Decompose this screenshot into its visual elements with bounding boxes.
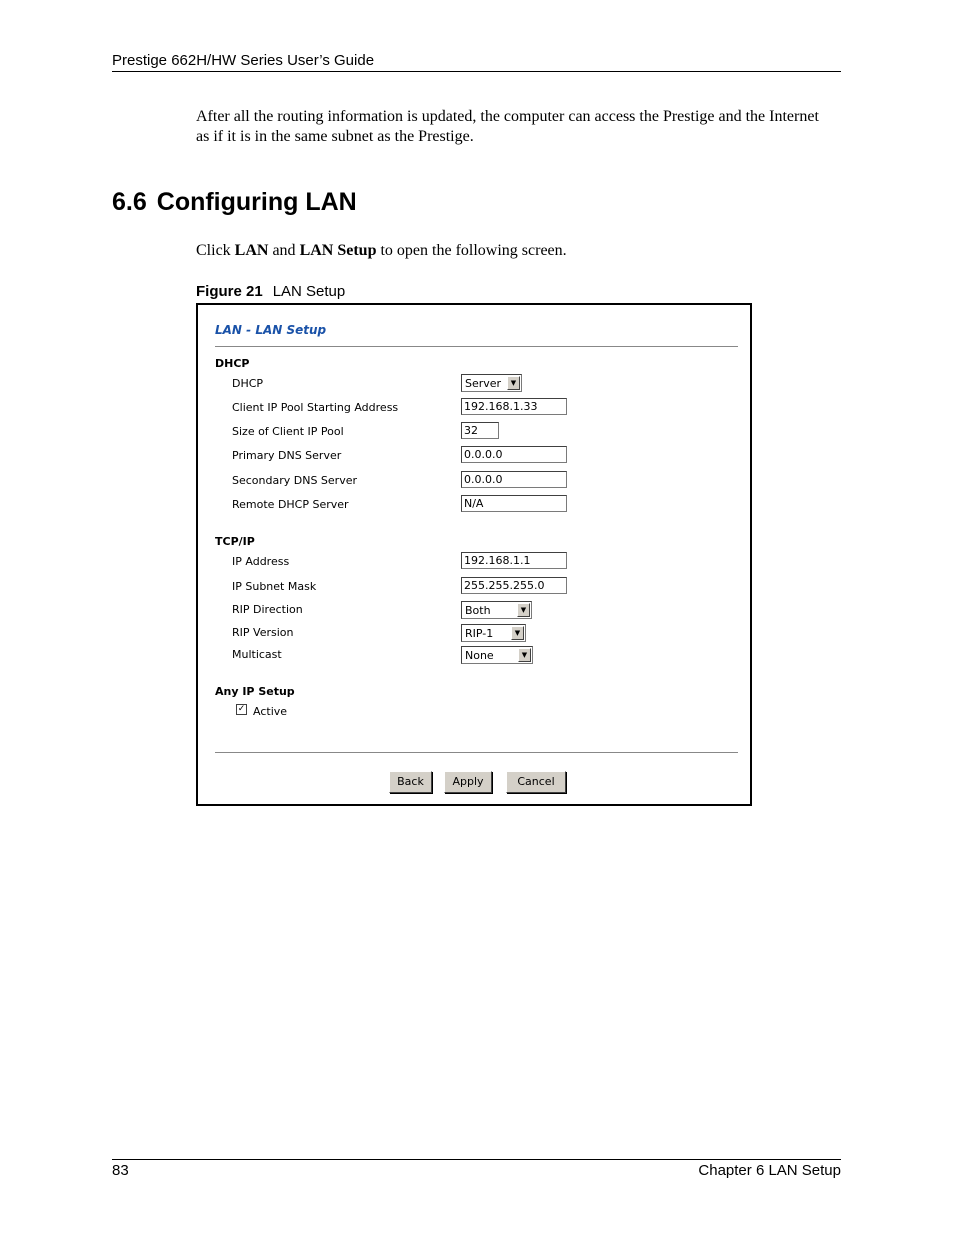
instruction-prefix: Click <box>196 242 235 259</box>
lan-setup-screenshot <box>196 303 752 806</box>
rip-version-label: RIP Version <box>232 626 294 639</box>
title-rule <box>215 346 738 347</box>
subnet-mask-input[interactable]: 255.255.255.0 <box>461 577 567 594</box>
rip-direction-label: RIP Direction <box>232 603 303 616</box>
tcpip-heading: TCP/IP <box>215 535 255 548</box>
cancel-button[interactable]: Cancel <box>506 771 566 793</box>
dropdown-arrow-icon[interactable]: ▼ <box>518 648 531 662</box>
dropdown-arrow-icon[interactable]: ▼ <box>511 626 524 640</box>
instruction-lan: LAN <box>234 242 269 259</box>
pool-size-input[interactable]: 32 <box>461 422 499 439</box>
dropdown-arrow-icon[interactable]: ▼ <box>507 376 520 390</box>
pool-start-label: Client IP Pool Starting Address <box>232 401 399 414</box>
remote-dhcp-input[interactable]: N/A <box>461 495 567 512</box>
pool-size-label: Size of Client IP Pool <box>232 425 344 438</box>
chapter-label: Chapter 6 LAN Setup <box>698 1162 841 1179</box>
header-rule <box>112 71 841 72</box>
checkmark-icon: ✓ <box>237 704 246 714</box>
section-title: Configuring LAN <box>156 188 357 216</box>
instruction-suffix: to open the following screen. <box>376 242 567 259</box>
footer-rule-screen <box>215 752 738 753</box>
secondary-dns-label: Secondary DNS Server <box>232 474 358 487</box>
section-heading <box>112 188 357 217</box>
instruction-lan-setup: LAN Setup <box>299 242 377 259</box>
instruction-text <box>196 242 567 260</box>
dhcp-mode-value: Server <box>465 377 502 390</box>
dhcp-mode-label: DHCP <box>232 377 264 390</box>
figure-label: Figure 21 <box>196 283 263 300</box>
secondary-dns-input[interactable]: 0.0.0.0 <box>461 471 567 488</box>
pool-start-input[interactable]: 192.168.1.33 <box>461 398 567 415</box>
figure-caption <box>196 283 345 300</box>
remote-dhcp-label: Remote DHCP Server <box>232 498 349 511</box>
active-label: Active <box>253 705 288 718</box>
intro-paragraph: After all the routing information is updated, the computer can access the Prestige and the Internet as if it is in the same subnet as the Prestige. <box>196 108 819 145</box>
dropdown-arrow-icon[interactable]: ▼ <box>517 603 530 617</box>
dhcp-mode-select[interactable] <box>461 374 522 392</box>
multicast-label: Multicast <box>232 648 282 661</box>
active-checkbox[interactable] <box>236 704 247 715</box>
rip-direction-select[interactable] <box>461 601 532 619</box>
rip-version-select[interactable] <box>461 624 526 642</box>
instruction-and: and <box>268 242 300 259</box>
figure-title: LAN Setup <box>272 283 346 300</box>
ip-address-label: IP Address <box>232 555 290 568</box>
section-number: 6.6 <box>112 188 147 216</box>
multicast-select[interactable] <box>461 646 533 664</box>
screen-title: LAN - LAN Setup <box>215 323 327 337</box>
dhcp-heading: DHCP <box>215 357 250 370</box>
multicast-value: None <box>465 649 494 662</box>
rip-version-value: RIP-1 <box>465 627 494 640</box>
back-button[interactable]: Back <box>389 771 432 793</box>
ip-address-input[interactable]: 192.168.1.1 <box>461 552 567 569</box>
running-header: Prestige 662H/HW Series User’s Guide <box>112 52 375 69</box>
primary-dns-input[interactable]: 0.0.0.0 <box>461 446 567 463</box>
apply-button[interactable]: Apply <box>444 771 492 793</box>
footer-rule <box>112 1159 841 1160</box>
primary-dns-label: Primary DNS Server <box>232 449 342 462</box>
any-ip-heading: Any IP Setup <box>215 685 295 698</box>
page-number: 83 <box>112 1162 129 1179</box>
subnet-mask-label: IP Subnet Mask <box>232 580 317 593</box>
rip-direction-value: Both <box>465 604 491 617</box>
